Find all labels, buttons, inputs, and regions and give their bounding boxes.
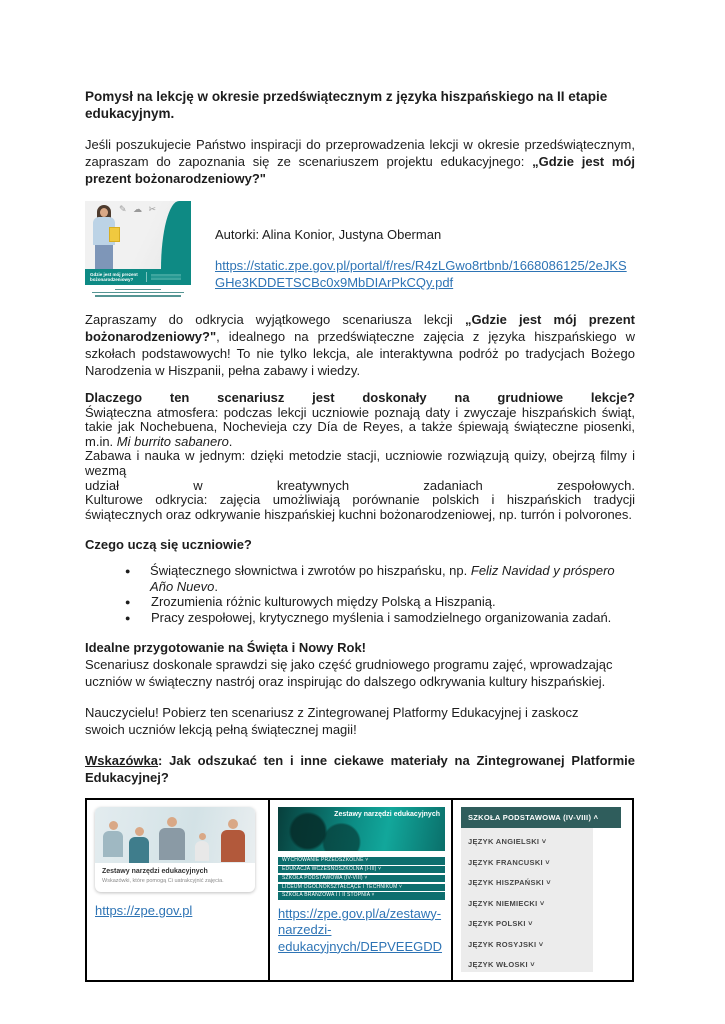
media-row [85, 201, 635, 303]
bullet-dot-icon: ● [125, 566, 131, 577]
media-text-column [191, 201, 635, 303]
menu-item-polski: JĘZYK POLSKI ˅ [468, 919, 533, 929]
yellow-folder [109, 227, 120, 242]
why-paragraph-2-line2: udział w kreatywnych zadaniach zespołowych. [85, 477, 635, 493]
cover-side-text [151, 274, 181, 280]
cover-title-band [85, 269, 191, 285]
menu-item-hiszpanski: JĘZYK HISZPAŃSKI ˅ [468, 878, 551, 888]
menu-bar-podstawowa: SZKOŁA PODSTAWOWA (IV-VIII) ˅ [278, 875, 445, 882]
why-p1-text: Świąteczna atmosfera: podczas lekcji uczniowie poznają daty i zwyczaje hiszpańskich świąt, takie jak Nochebuena, Nochevieja czy Día de Reyes, a także śpiewają świąteczne piosenki, m.in. [85, 404, 635, 449]
invite-scenario-title: „Gdzie jest mój prezent bożonarodzeniowy?" [85, 312, 635, 344]
intro-paragraph [85, 136, 635, 187]
learn-section-heading: Czego uczą się uczniowie? [85, 537, 252, 553]
zpe-home-link[interactable]: https://zpe.gov.pl [95, 903, 193, 919]
toolkit-card-screenshot [95, 807, 255, 892]
menu-item-wloski: JĘZYK WŁOSKI ˅ [468, 960, 535, 970]
menu-item-rosyjski: JĘZYK ROSYJSKI ˅ [468, 939, 544, 949]
scenario-cover-art [85, 201, 191, 269]
bullet2-text: Zrozumienia różnic kulturowych między Polską a Hiszpanią. [151, 593, 496, 609]
resources-table [85, 798, 634, 982]
tip-paragraph [85, 752, 635, 786]
teacher-cta-paragraph: Nauczycielu! Pobierz ten scenariusz z Zintegrowanej Platformy Edukacyjnej i zaskocz swoich uczniów lekcją pełną świątecznej magii! [85, 705, 579, 738]
ideal-body: Scenariusz doskonale sprawdzi się jako część grudniowego programu zajęć, wprowadzając uczniów w świąteczny nastrój oraz inspirując do dalszego odkrywania kultury hiszpańskiej. [85, 657, 613, 690]
why-paragraph-1 [85, 406, 635, 450]
tip-question: : Jak odszukać ten i inne ciekawe materiały na Zintegrowanej Platformie Edukacyjnej? [85, 753, 635, 786]
toolkits-link[interactable]: https://zpe.gov.pl/a/zestawy-narzedzi-edukacyjnych/DEPVEEGDD [278, 905, 443, 954]
card-text [95, 863, 255, 892]
menu-item-angielski: JĘZYK ANGIELSKI ˅ [468, 837, 547, 847]
banner-title: Zestawy narzędzi edukacyjnych [334, 811, 440, 819]
menu-bar-przedszkolne: WYCHOWANIE PRZEDSZKOLNE ˅ [278, 857, 445, 864]
why-heading: Dlaczego ten scenariusz jest doskonały na grudniowe lekcje? [85, 390, 635, 405]
cover-divider [146, 272, 147, 282]
card-title: Zestawy narzędzi edukacyjnych [102, 868, 208, 876]
student-jeans [95, 245, 113, 269]
card-subtitle: Wskazówki, które pomogą Ci uatrakcyjnić zajęcia. [102, 878, 224, 885]
ideal-section [85, 639, 635, 690]
invite-text-1: Zapraszamy do odkrycia wyjątkowego scenariusza lekcji [85, 312, 465, 327]
menu-item-francuski: JĘZYK FRANCUSKI ˅ [468, 857, 550, 867]
why-paragraph-3: Kulturowe odkrycia: zajęcia umożliwiają porównanie polskich i hiszpańskich tradycji świątecznych oraz odkrywanie hiszpańskiej kuchni bożonarodzeniowej, np. turrón i polvorones. [85, 492, 635, 522]
bullet1-period: . [214, 578, 218, 594]
list-item [125, 594, 635, 610]
student-face [100, 208, 108, 217]
bullet-dot-icon: ● [125, 596, 131, 607]
bullet3-text: Pracy zespołowej, krytycznego myślenia i samodzielnego organizowania zadań. [151, 609, 612, 625]
list-item [125, 563, 635, 593]
scenario-pdf-link[interactable]: https://static.zpe.gov.pl/portal/f/res/R4zLGwo8rtbnb/1668086125/2eJKSGHe3KDDETSCBc0x9MbDIArPkCQy.pdf [215, 258, 627, 290]
menu-bar-liceum: LICEUM OGÓLNOKSZTAŁCĄCE I TECHNIKUM ˅ [278, 884, 445, 891]
why-p1-song-title: Mi burrito sabanero [116, 433, 229, 449]
teal-curve-decoration [161, 201, 191, 269]
doodle-icons: ✎ ☁ ✂ [119, 204, 159, 214]
table-cell-languages [453, 800, 630, 980]
invite-paragraph [85, 311, 635, 379]
menu-bar-branzowa: SZKOŁA BRANŻOWA I I II STOPNIA ˅ [278, 892, 445, 899]
why-section [85, 391, 635, 522]
page-title: Pomysł na lekcję w okresie przedświątecznym z języka hiszpańskiego na II etapie edukacyjnym. [85, 89, 608, 121]
bullet1-text: Świątecznego słownictwa i zwrotów po hiszpańsku, np. [150, 563, 471, 579]
why-paragraph-2-line1: Zabawa i nauka w jednym: dzięki metodzie stacji, uczniowie rozwiązują quizy, obejrzą filmy i wezmą [85, 448, 635, 478]
menu-bar-wczesnoszkolna: EDUKACJA WCZESNOSZKOLNA (I-III) ˅ [278, 866, 445, 873]
invite-text-2: , idealnego na przedświąteczne zajęcia z języka hiszpańskiego w szkołach podstawowych! To nie tylko lekcja, ale interaktywna podróż po tradycjach Bożego Narodzenia w Hiszpanii, pełna zabawy i wiedzy. [85, 329, 635, 378]
list-item [125, 610, 635, 626]
ideal-heading: Idealne przygotowanie na Święta i Nowy Rok! [85, 640, 366, 656]
toolkits-banner-screenshot [278, 807, 445, 851]
authors-line: Autorki: Alina Konior, Justyna Oberman [215, 227, 442, 242]
tip-label: Wskazówka [85, 753, 158, 769]
learn-bullet-list [85, 563, 635, 626]
cover-footer-text [85, 285, 191, 305]
menu-item-niemiecki: JĘZYK NIEMIECKI ˅ [468, 898, 545, 908]
why-p1-period: . [228, 433, 233, 449]
school-level-header: SZKOŁA PODSTAWOWA (IV-VIII) ˄ [461, 807, 621, 828]
intro-scenario-title: „Gdzie jest mój prezent bożonarodzeniowy?" [85, 154, 635, 186]
cover-title: Gdzie jest mój prezent bożonarodzeniowy? [90, 272, 138, 282]
document-content [85, 88, 635, 982]
table-cell-zpe-home [87, 800, 270, 980]
bullet-dot-icon: ● [125, 612, 131, 623]
intro-text: Jeśli poszukujecie Państwo inspiracji do przeprowadzenia lekcji w okresie przedświątecznym, zapraszam do zapoznania się ze scenariuszem projektu edukacyjnego: [85, 137, 635, 169]
table-cell-toolkits [270, 800, 453, 980]
language-menu-screenshot [461, 828, 593, 972]
bullet1-phrase: Feliz Navidad y próspero Año Nuevo [150, 563, 615, 594]
scenario-cover-image [85, 201, 191, 303]
classroom-photo [95, 807, 255, 863]
